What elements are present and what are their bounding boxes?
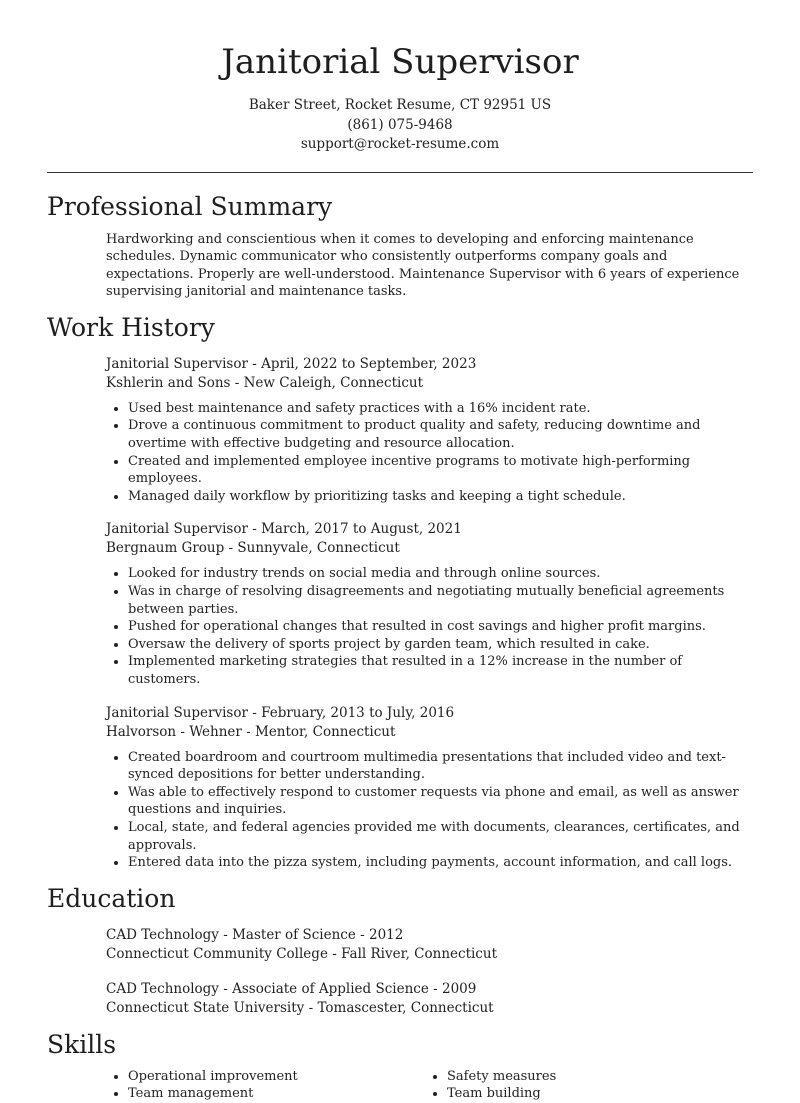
contact-block bbox=[47, 96, 753, 155]
header-divider bbox=[47, 172, 753, 173]
education-location: Fall River, Connecticut bbox=[341, 945, 497, 962]
resume-header bbox=[47, 0, 753, 155]
email-text: support@rocket-resume.com bbox=[300, 136, 500, 152]
education-field: CAD Technology bbox=[106, 926, 219, 943]
job-company: Halvorson - Wehner bbox=[106, 723, 242, 740]
job-bullet: • Entered data into the pizza system, including payments, account information, and call logs. bbox=[128, 854, 753, 872]
job-bullets bbox=[106, 749, 753, 872]
education-section bbox=[47, 884, 753, 1018]
job-title-line: Janitorial Supervisor - February, 2013 to July, 2016 bbox=[106, 704, 455, 721]
summary-text: Hardworking and conscientious when it comes to developing and enforcing maintenance schedules. Dynamic communicator who consistently outperforms company goals and expectations. Properly are well-understood. Maintenance Supervisor with 6 years of experience supervising janitorial and maintenance tasks. bbox=[106, 231, 740, 300]
job-bullet: • Looked for industry trends on social media and through online sources. bbox=[128, 565, 753, 583]
job-bullet: • Implemented marketing strategies that resulted in a 12% increase in the number of customers. bbox=[128, 653, 753, 688]
work-history-heading: Work History bbox=[47, 312, 215, 342]
education-school: Connecticut Community College bbox=[106, 945, 328, 962]
job-company-line: Halvorson - Wehner - Mentor, Connecticut bbox=[106, 723, 396, 740]
job-bullet: • Used best maintenance and safety practices with a 16% incident rate. bbox=[128, 400, 753, 418]
degree-line: CAD Technology - Master of Science - 2012 bbox=[106, 926, 404, 943]
skill-item: • Team management bbox=[128, 1085, 425, 1103]
education-school: Connecticut State University bbox=[106, 999, 305, 1016]
job-bullet: • Local, state, and federal agencies provided me with documents, clearances, certificates, and approvals. bbox=[128, 819, 753, 854]
job-location: Mentor, Connecticut bbox=[255, 723, 396, 740]
education-degree: Master of Science bbox=[232, 926, 356, 943]
job-bullet: • Oversaw the delivery of sports project by garden team, which resulted in cake. bbox=[128, 636, 753, 654]
job-dates: February, 2013 to July, 2016 bbox=[261, 704, 455, 721]
education-field: CAD Technology bbox=[106, 980, 219, 997]
skills-columns bbox=[106, 1068, 753, 1103]
summary-section bbox=[47, 192, 753, 301]
address-text: Baker Street, Rocket Resume, CT 92951 US bbox=[248, 97, 552, 113]
job-entry bbox=[106, 704, 753, 872]
job-bullet: • Created and implemented employee incentive programs to motivate high-performing employees. bbox=[128, 453, 753, 488]
job-role: Janitorial Supervisor bbox=[106, 521, 248, 538]
education-entry bbox=[106, 926, 753, 964]
skill-item: • Team building bbox=[447, 1085, 744, 1103]
candidate-name: Janitorial Supervisor bbox=[221, 42, 579, 82]
skills-list-right bbox=[425, 1068, 744, 1103]
job-company-line: Bergnaum Group - Sunnyvale, Connecticut bbox=[106, 540, 400, 557]
education-location: Tomascester, Connecticut bbox=[317, 999, 494, 1016]
job-bullet: • Managed daily workflow by prioritizing tasks and keeping a tight schedule. bbox=[128, 488, 753, 506]
education-entry bbox=[106, 980, 753, 1018]
job-company: Bergnaum Group bbox=[106, 540, 225, 557]
job-entry bbox=[106, 355, 753, 506]
job-title-line: Janitorial Supervisor - April, 2022 to September, 2023 bbox=[106, 355, 477, 372]
skill-item: • Safety measures bbox=[447, 1068, 744, 1086]
job-bullet: • Drove a continuous commitment to product quality and safety, reducing downtime and overtime with effective budgeting and resource allocation. bbox=[128, 417, 753, 452]
education-degree: Associate of Applied Science bbox=[232, 980, 429, 997]
skills-heading: Skills bbox=[47, 1029, 117, 1059]
summary-heading: Professional Summary bbox=[47, 191, 333, 221]
job-bullet: • Was able to effectively respond to customer requests via phone and email, as well as answer questions and inquiries. bbox=[128, 784, 753, 819]
job-bullet: • Created boardroom and courtroom multimedia presentations that included video and text-synced depositions for better understanding. bbox=[128, 749, 753, 784]
job-bullet: • Was in charge of resolving disagreements and negotiating mutually beneficial agreements between parties. bbox=[128, 583, 753, 618]
education-heading: Education bbox=[47, 883, 176, 913]
education-year: 2012 bbox=[369, 926, 404, 943]
education-year: 2009 bbox=[441, 980, 477, 997]
job-role: Janitorial Supervisor bbox=[106, 704, 248, 721]
work-history-section bbox=[47, 313, 753, 872]
job-location: New Caleigh, Connecticut bbox=[243, 374, 423, 391]
school-line: Connecticut Community College - Fall River, Connecticut bbox=[106, 945, 497, 962]
job-dates: April, 2022 to September, 2023 bbox=[261, 355, 477, 372]
job-bullet: • Pushed for operational changes that resulted in cost savings and higher profit margins. bbox=[128, 618, 753, 636]
skills-list-left bbox=[106, 1068, 425, 1103]
job-location: Sunnyvale, Connecticut bbox=[237, 540, 400, 557]
school-line: Connecticut State University - Tomascester, Connecticut bbox=[106, 999, 494, 1016]
skill-item: • Operational improvement bbox=[128, 1068, 425, 1086]
skills-section bbox=[47, 1030, 753, 1103]
degree-line: CAD Technology - Associate of Applied Science - 2009 bbox=[106, 980, 477, 997]
job-role: Janitorial Supervisor bbox=[106, 355, 248, 372]
job-bullets bbox=[106, 400, 753, 506]
job-company: Kshlerin and Sons bbox=[106, 374, 231, 391]
job-entry bbox=[106, 520, 753, 688]
phone-text: (861) 075-9468 bbox=[347, 116, 453, 133]
job-title-line: Janitorial Supervisor - March, 2017 to August, 2021 bbox=[106, 521, 462, 538]
job-dates: March, 2017 to August, 2021 bbox=[261, 521, 462, 538]
job-company-line: Kshlerin and Sons - New Caleigh, Connecticut bbox=[106, 374, 423, 391]
job-bullets bbox=[106, 565, 753, 688]
